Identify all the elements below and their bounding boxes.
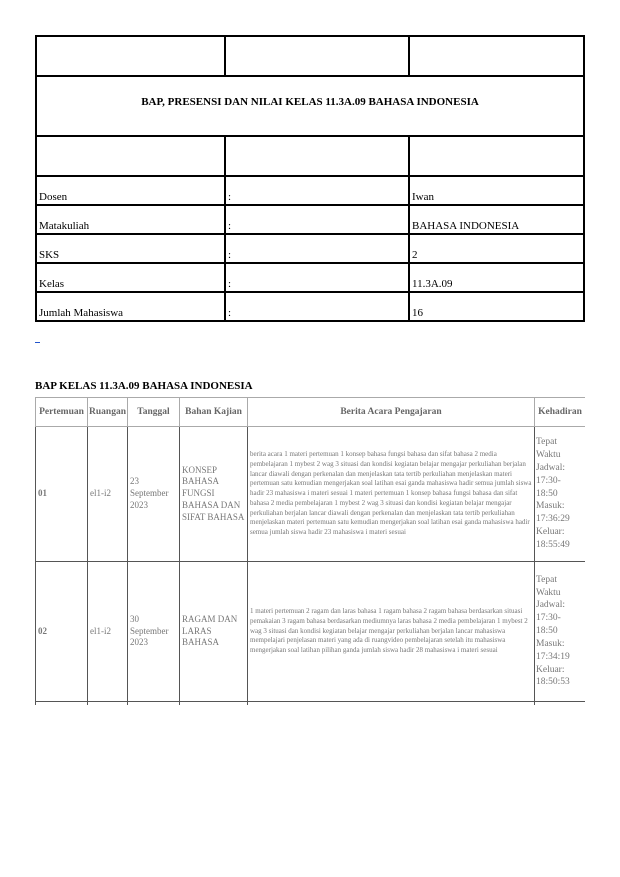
table-header-row — [36, 398, 586, 427]
info-row-dosen — [36, 176, 584, 205]
kehadiran-line: 17:30- — [536, 475, 561, 486]
anchor-link[interactable] — [35, 333, 40, 343]
info-label: Dosen — [36, 176, 225, 205]
info-value: 11.3A.09 — [409, 263, 584, 292]
column-header: Kehadiran — [535, 398, 586, 427]
column-header: Berita Acara Pengajaran — [248, 398, 535, 427]
column-header: Tanggal — [128, 398, 180, 427]
kehadiran-cell — [535, 427, 586, 562]
kehadiran-line: Masuk: — [536, 638, 565, 649]
berita-acara-cell: 1 materi pertemuan 2 ragam dan laras bahasa 1 ragam bahasa 2 ragam bahasa berdasarkan situasi pemakaian 3 ragam bahasa berdasarkan mediumnya laras bahasa 2 media pembelajaran 1 mybest 2 wag 3 situasi dan kondisi kegiatan belajar mengajar perkuliahan berjalan lancar mahasiswa mempelajari penjelasan materi yang ada di ruangvideo pembelajaran setelah itu mahasiswa mengerjakan soal latihan pilihan ganda jumlah siswa hadir 28 mahasiswa i materi sesuai — [248, 562, 535, 702]
info-separator: : — [225, 263, 409, 292]
kehadiran-line: Masuk: — [536, 501, 565, 512]
kehadiran-line: 18:50:53 — [536, 677, 570, 688]
kehadiran-line: 17:34:19 — [536, 651, 570, 662]
table-row — [36, 562, 586, 702]
table-row-partial — [36, 702, 586, 706]
info-label: SKS — [36, 234, 225, 263]
ruangan-cell: el1-i2 — [88, 562, 128, 702]
tanggal-cell: 23 September 2023 — [128, 427, 180, 562]
kehadiran-line: Tepat — [536, 574, 557, 585]
page-title: BAP, PRESENSI DAN NILAI KELAS 11.3A.09 BAHASA INDONESIA — [36, 76, 584, 136]
column-header: Pertemuan — [36, 398, 88, 427]
course-info-table — [35, 35, 585, 322]
ruangan-cell: el1-i2 — [88, 427, 128, 562]
section-title: BAP KELAS 11.3A.09 BAHASA INDONESIA — [35, 380, 253, 392]
info-row-sks — [36, 234, 584, 263]
info-separator: : — [225, 205, 409, 234]
info-value: BAHASA INDONESIA — [409, 205, 584, 234]
kehadiran-line: Keluar: — [536, 527, 565, 538]
info-label: Matakuliah — [36, 205, 225, 234]
info-label: Kelas — [36, 263, 225, 292]
blank-row — [36, 136, 584, 176]
info-label: Jumlah Mahasiswa — [36, 292, 225, 321]
info-separator: : — [225, 234, 409, 263]
column-header: Bahan Kajian — [180, 398, 248, 427]
tanggal-cell: 30 September 2023 — [128, 562, 180, 702]
kehadiran-cell — [535, 562, 586, 702]
kehadiran-line: Tepat — [536, 437, 557, 448]
kehadiran-line: Waktu — [536, 587, 561, 598]
kehadiran-line: 18:50 — [536, 488, 558, 499]
table-row — [36, 427, 586, 562]
kehadiran-line: 18:55:49 — [536, 539, 570, 550]
pertemuan-cell: 01 — [36, 427, 88, 562]
info-value: 16 — [409, 292, 584, 321]
title-row — [36, 76, 584, 136]
bap-table — [35, 397, 585, 705]
info-row-jumlah — [36, 292, 584, 321]
kehadiran-line: 18:50 — [536, 626, 558, 637]
info-row-matakuliah — [36, 205, 584, 234]
kehadiran-line: Waktu — [536, 450, 561, 461]
column-header: Ruangan — [88, 398, 128, 427]
kehadiran-line: Keluar: — [536, 664, 565, 675]
kehadiran-line: 17:30- — [536, 613, 561, 624]
info-row-kelas — [36, 263, 584, 292]
kehadiran-line: Jadwal: — [536, 462, 566, 473]
pertemuan-cell: 02 — [36, 562, 88, 702]
kehadiran-line: 17:36:29 — [536, 514, 570, 525]
bahan-kajian-cell: KONSEP BAHASA FUNGSI BAHASA DAN SIFAT BAHASA — [180, 427, 248, 562]
blank-row — [36, 36, 584, 76]
info-separator: : — [225, 292, 409, 321]
bap-table-container — [35, 397, 585, 705]
info-value: 2 — [409, 234, 584, 263]
info-separator: : — [225, 176, 409, 205]
kehadiran-line: Jadwal: — [536, 600, 566, 611]
bahan-kajian-cell: RAGAM DAN LARAS BAHASA — [180, 562, 248, 702]
info-value: Iwan — [409, 176, 584, 205]
berita-acara-cell: berita acara 1 materi pertemuan 1 konsep bahasa fungsi bahasa dan sifat bahasa 2 media pembelajaran 1 mybest 2 wag 3 situasi dan kondisi kegiatan belajar mengajar perkuliahan berjalan lancar diawali dengan perkenalan dan menjelaskan tata tertib perkuliahan menjelaskan materi pertemuan satu kemudian mengerjakan soal latihan esai ganda mahasiswa hadir semua jumlah siswa hadir 23 mahasiswa i materi sesuai 1 materi pertemuan 1 konsep bahasa fungsi bahasa dan sifat bahasa 2 media pembelajaran 1 mybest 2 wag 3 situasi dan kondisi kegiatan belajar mengajar perkuliahan berjalan lancar diawali dengan perkenalan dan menjelaskan tata tertib perkuliahan menjelaskan materi pertemuan satu kemudian mengerjakan soal latihan esai ganda mahasiswa hadir semua jumlah siswa hadir 23 mahasiswa i materi sesuai — [248, 427, 535, 562]
